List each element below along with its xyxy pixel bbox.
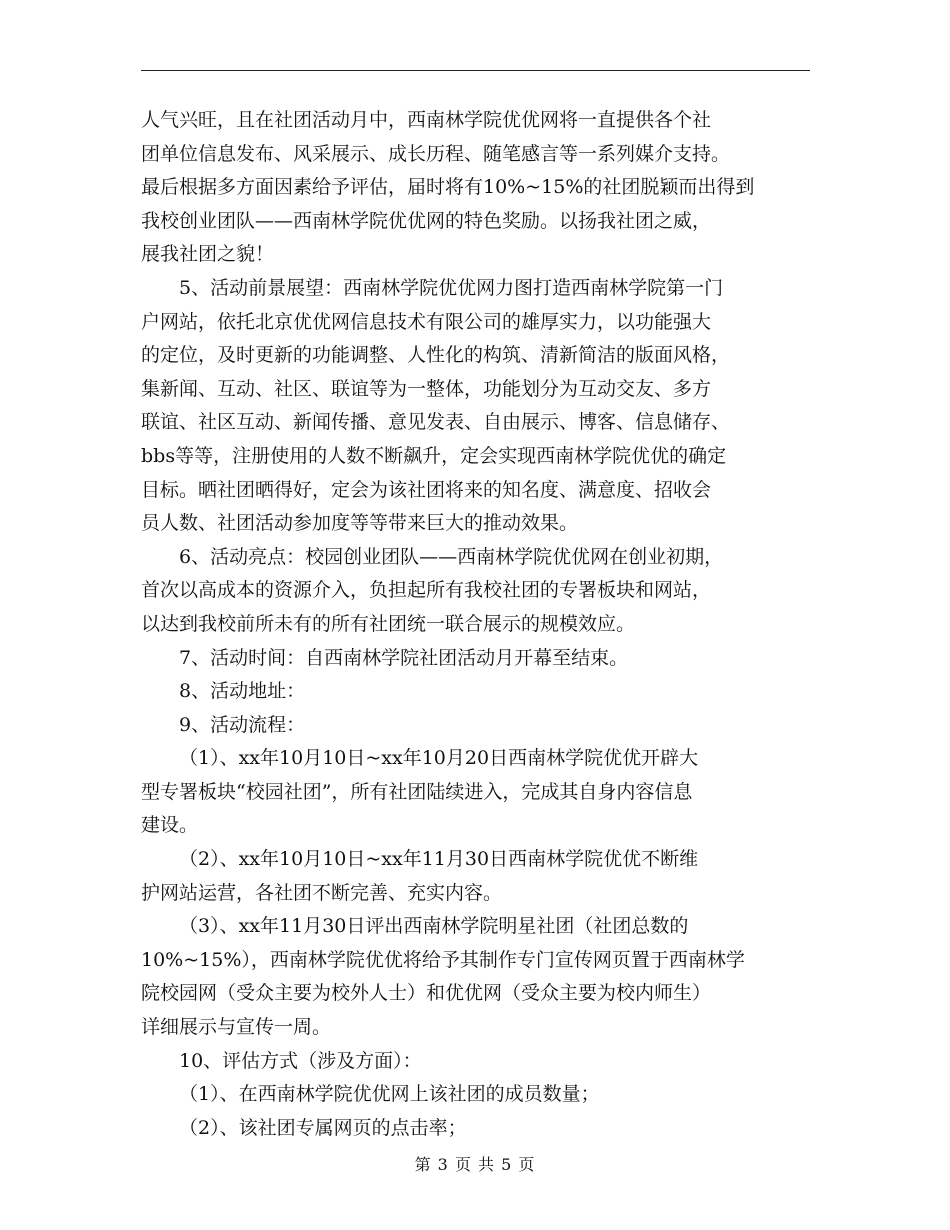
paragraph-line: 型专署板块“校园社团”，所有社团陆续进入，完成其自身内容信息 — [141, 780, 693, 803]
paragraph-first-line: （2）、该社团专属网页的点击率； — [179, 1116, 467, 1139]
paragraph-line: 建设。 — [141, 814, 199, 837]
paragraph-first-line: （2）、xx年10月10日~xx年11月30日西南林学院优优不断维 — [179, 848, 699, 871]
paragraph-line: 院校园网（受众主要为校外人士）和优优网（受众主要为校内师生） — [141, 982, 712, 1005]
paragraph-line: 最后根据多方面因素给予评估，届时将有10%~15%的社团脱颖而出得到 — [141, 176, 755, 199]
paragraph-line: 详细展示与宣传一周。 — [141, 1016, 332, 1039]
paragraph-line: bbs等等，注册使用的人数不断飙升，定会实现西南林学院优优的确定 — [141, 444, 727, 467]
paragraph-line: 展我社团之貌！ — [141, 243, 275, 266]
paragraph-line: 以达到我校前所未有的所有社团统一联合展示的规模效应。 — [141, 612, 636, 635]
paragraph-line: 目标。晒社团晒得好，定会为该社团将来的知名度、满意度、招收会 — [141, 478, 712, 501]
paragraph-first-line: （1）、xx年10月10日~xx年10月20日西南林学院优优开辟大 — [179, 747, 699, 770]
paragraph-first-line: 10、评估方式（涉及方面）： — [179, 1049, 422, 1072]
page-footer: 第 3 页 共 5 页 — [414, 1155, 536, 1174]
paragraph-first-line: 7、活动时间：自西南林学院社团活动月开幕至结束。 — [179, 646, 629, 669]
paragraph-line: 团单位信息发布、风采展示、成长历程、随笔感言等一系列媒介支持。 — [141, 142, 731, 165]
header-rule — [141, 70, 810, 71]
document-body — [141, 104, 810, 1145]
paragraph-line: 集新闻、互动、社区、联谊等为一整体，功能划分为互动交友、多方 — [141, 377, 712, 400]
paragraph-line: 户网站，依托北京优优网信息技术有限公司的雄厚实力，以功能强大 — [141, 310, 712, 333]
paragraph-line: 10%~15%），西南林学院优优将给予其制作专门宣传网页置于西南林学 — [141, 948, 745, 971]
paragraph-line: 护网站运营，各社团不断完善、充实内容。 — [141, 881, 503, 904]
paragraph-line: 人气兴旺，且在社团活动月中，西南林学院优优网将一直提供各个社 — [141, 109, 712, 131]
paragraph-line: 的定位，及时更新的功能调整、人性化的构筑、清新简洁的版面风格， — [141, 344, 731, 367]
paragraph-line: 员人数、社团活动参加度等等带来巨大的推动效果。 — [141, 512, 579, 535]
paragraph-first-line: （3）、xx年11月30日评出西南林学院明星社团（社团总数的 — [179, 915, 689, 938]
paragraph-first-line: 9、活动流程： — [179, 713, 306, 736]
paragraph-line: 首次以高成本的资源介入，负担起所有我校社团的专署板块和网站， — [141, 579, 712, 602]
paragraph-first-line: 6、活动亮点：校园创业团队——西南林学院优优网在创业初期， — [179, 545, 724, 568]
paragraph-first-line: 5、活动前景展望：西南林学院优优网力图打造西南林学院第一门 — [179, 276, 724, 299]
paragraph-first-line: 8、活动地址： — [179, 680, 306, 703]
paragraph-line: 我校创业团队——西南林学院优优网的特色奖励。以扬我社团之威， — [141, 209, 712, 232]
paragraph-line: 联谊、社区互动、新闻传播、意见发表、自由展示、博客、信息储存、 — [141, 411, 731, 434]
paragraph-first-line: （1）、在西南林学院优优网上该社团的成员数量； — [179, 1083, 600, 1106]
